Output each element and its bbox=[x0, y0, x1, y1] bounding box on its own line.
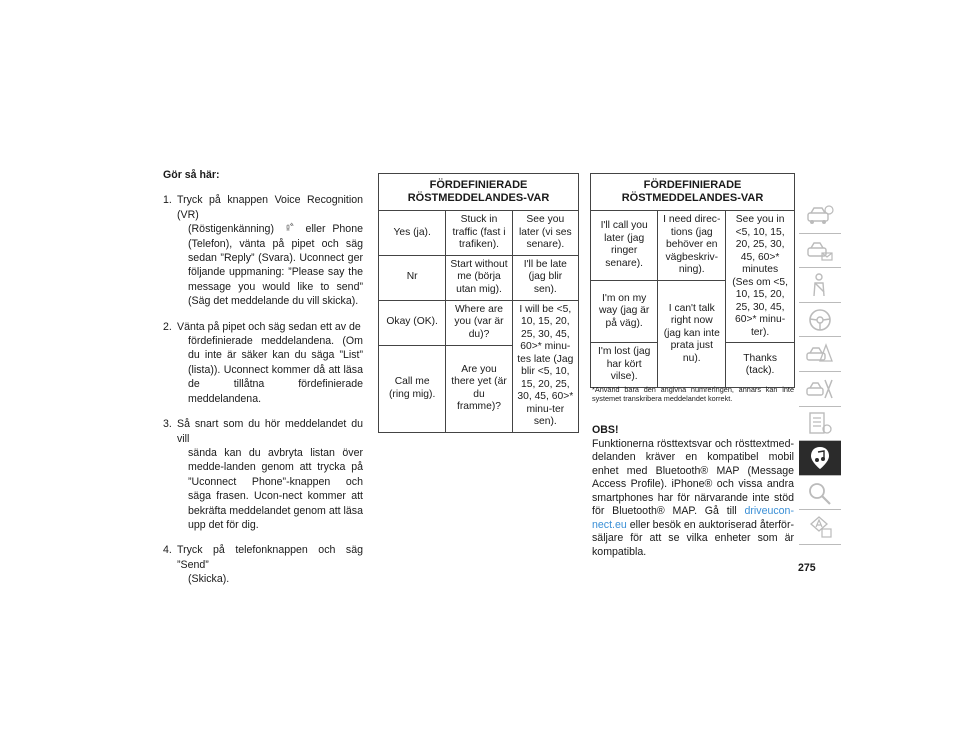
step-number: 1. bbox=[163, 194, 172, 207]
step-text-first-line: Tryck på telefonknappen och säg ”Send” bbox=[177, 544, 363, 571]
magnifier-icon bbox=[805, 480, 835, 506]
tab-car-info[interactable] bbox=[799, 199, 841, 234]
step-number: 3. bbox=[163, 418, 172, 431]
step-number: 4. bbox=[163, 544, 172, 557]
person-seatbelt-icon bbox=[805, 272, 835, 298]
step-text-first-line: Tryck på knappen Voice Recognition (VR) bbox=[177, 194, 363, 221]
table-cell: See you later (vi ses senare). bbox=[512, 211, 578, 256]
tab-safety[interactable] bbox=[799, 268, 841, 303]
table-cell: I'm on my way (jag är på väg). bbox=[591, 280, 658, 343]
table-row bbox=[379, 255, 579, 300]
table-title: FÖRDEFINIERADE RÖSTMEDDELANDES-VAR bbox=[379, 174, 579, 211]
car-tools-icon bbox=[805, 376, 835, 402]
tab-languages[interactable] bbox=[799, 510, 841, 545]
step-text-first-line: Så snart som du hör meddelandet du vill bbox=[177, 418, 363, 445]
tab-index[interactable] bbox=[799, 476, 841, 511]
table-cell: I'm lost (jag har kört vilse). bbox=[591, 343, 658, 388]
tab-driving[interactable] bbox=[799, 303, 841, 338]
predefined-replies-table-1 bbox=[378, 173, 579, 433]
note-title: OBS! bbox=[592, 424, 619, 436]
tab-car-mail[interactable] bbox=[799, 234, 841, 269]
table-title: FÖRDEFINIERADE RÖSTMEDDELANDES-VAR bbox=[591, 174, 795, 211]
table-cell: I will be <5, 10, 15, 20, 25, 30, 45, 60>* minu-tes late (Jag blir <5, 10, 15, 20, 25, 30, 45, 60>* minu-ter sen). bbox=[512, 300, 578, 432]
page-number: 275 bbox=[798, 562, 816, 574]
car-info-icon bbox=[805, 203, 835, 229]
table-cell: Nr bbox=[379, 255, 446, 300]
table-cell: I need direc-tions (jag behöver en vägbeskriv-ning). bbox=[658, 211, 726, 281]
multimedia-note-icon bbox=[805, 445, 835, 471]
table-cell: Where are you (var är du)? bbox=[446, 300, 512, 345]
step-text-rest: eller Phone (Telefon), vänta på pipet och säg sedan ”Reply” (Svara). Uconnect ger följande uppmaning: ”Please say the message you would like to send” (Säg det meddelande du vill skicka). bbox=[188, 223, 363, 308]
table-cell: Thanks (tack). bbox=[726, 343, 795, 388]
table-cell: Call me (ring mig). bbox=[379, 345, 446, 432]
table-cell: Are you there yet (är du framme)? bbox=[446, 345, 512, 432]
step-text-rest: sända kan du avbryta listan över medde-landen genom att trycka på ”Uconnect Phone”-knappen och säga frasen. Ucon-nect kommer att bekräfta meddelandet genom att läsa upp det för dig. bbox=[188, 446, 363, 531]
footnote: *Använd bara den angivna numreringen, annars kan inte systemet transkribera meddelandet korrekt. bbox=[592, 385, 794, 404]
tab-emergency[interactable] bbox=[799, 337, 841, 372]
table-cell: I'll be late (jag blir sen). bbox=[512, 255, 578, 300]
chapter-tabs bbox=[799, 199, 841, 545]
predefined-replies-table-2 bbox=[590, 173, 795, 388]
table-row bbox=[591, 211, 795, 281]
table-row bbox=[379, 300, 579, 345]
step-4 bbox=[163, 543, 363, 586]
tab-multimedia[interactable] bbox=[799, 441, 841, 476]
table-cell: Stuck in traffic (fast i trafiken). bbox=[446, 211, 512, 256]
website-link[interactable]: driveucon-nect.eu bbox=[592, 505, 794, 531]
table-cell: I can't talk right now (jag kan inte prata just nu). bbox=[658, 280, 726, 388]
step-text-rest: fördefinierade meddelandena. (Om du inte är säker kan du säga ”List” (lista)). Uconnect kommer då att läsa de tillåtna fördefinierade meddelandena. bbox=[188, 335, 363, 405]
note-text-end: eller besök en auktoriserad återför-säljare för att se vilka enheter som är kompatibla. bbox=[592, 518, 795, 558]
step-1 bbox=[163, 193, 363, 308]
checklist-icon bbox=[805, 411, 835, 437]
table-cell: Okay (OK). bbox=[379, 300, 446, 345]
table-row bbox=[379, 211, 579, 256]
step-text-lead: (Röstigenkänning) bbox=[188, 223, 274, 236]
note-text: Funktionerna rösttextsvar och rösttextmed-delanden kräver en kompatibel mobil enhet med Bluetooth® MAP (Message Access Profile). iPhone® och vissa andra smartphones har för närvarande inte stöd för Bluetooth® MAP. Gå till bbox=[592, 437, 794, 517]
voice-recognition-icon bbox=[285, 222, 295, 236]
table-cell: See you in <5, 10, 15, 20, 25, 30, 45, 60>* minutes (Ses om <5, 10, 15, 20, 25, 30, 45, 60>* minu-ter). bbox=[726, 211, 795, 343]
language-a-icon bbox=[805, 514, 835, 540]
note-box bbox=[592, 424, 794, 559]
instructions-column bbox=[163, 168, 363, 598]
table-cell: Start without me (börja utan mig). bbox=[446, 255, 512, 300]
tab-service[interactable] bbox=[799, 372, 841, 407]
steering-wheel-icon bbox=[805, 307, 835, 333]
step-number: 2. bbox=[163, 320, 172, 333]
step-3 bbox=[163, 417, 363, 532]
table-cell: Yes (ja). bbox=[379, 211, 446, 256]
instructions-heading: Gör så här: bbox=[163, 169, 220, 181]
table-cell: I'll call you later (jag ringer senare). bbox=[591, 211, 658, 281]
step-text-first-line: Vänta på pipet och säg sedan ett av de bbox=[177, 320, 361, 333]
step-2 bbox=[163, 320, 363, 406]
step-text-rest: (Skicka). bbox=[188, 573, 230, 586]
car-mail-icon bbox=[805, 238, 835, 264]
tab-specifications[interactable] bbox=[799, 407, 841, 442]
car-crash-icon bbox=[805, 341, 835, 367]
